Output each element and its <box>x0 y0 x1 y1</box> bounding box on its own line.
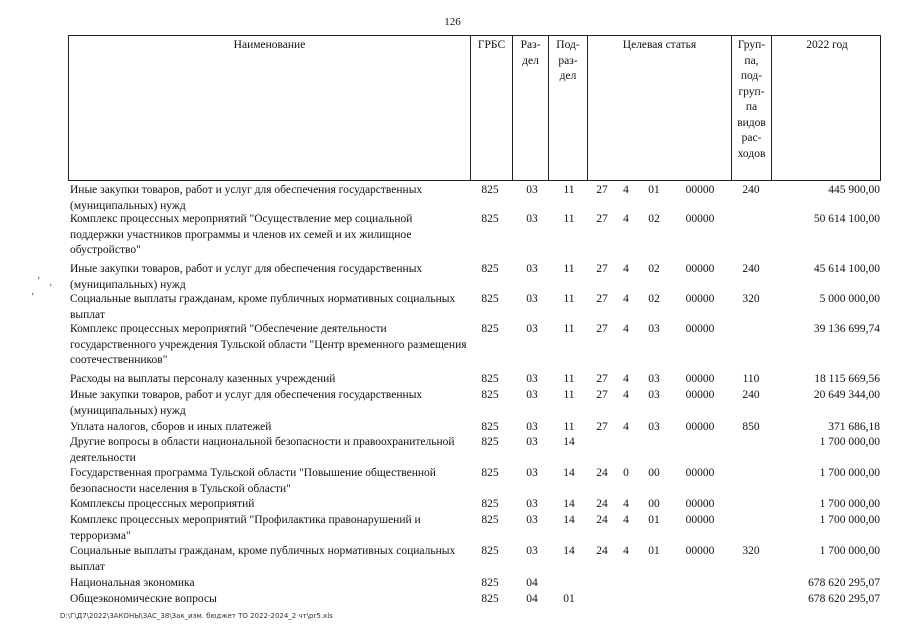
cell-cs4: 00000 <box>685 263 715 275</box>
cell-cs4: 00000 <box>685 184 715 196</box>
cell-group: 240 <box>742 184 760 196</box>
cell-grbs: 825 <box>481 514 499 526</box>
cell-group: 850 <box>742 421 760 433</box>
cell-cs1: 27 <box>596 293 608 305</box>
cell-podrazdel: 11 <box>563 421 575 433</box>
cell-razdel: 03 <box>526 545 538 557</box>
scan-mark: ‚ <box>31 286 35 297</box>
file-path-footer: D:\Г\Д7\2022\ЗАКОНЫ\ЗАС_38\Зак_изм. бюджет ТО 2022-2024_2 чт\pr5.xls <box>60 612 333 620</box>
cell-cs2: 4 <box>623 421 629 433</box>
cell-podrazdel: 14 <box>563 545 575 557</box>
header-name: Наименование <box>69 36 471 180</box>
cell-razdel: 03 <box>526 293 538 305</box>
cell-cs2: 4 <box>623 545 629 557</box>
cell-grbs: 825 <box>481 213 499 225</box>
cell-group: 240 <box>742 389 760 401</box>
cell-podrazdel: 11 <box>563 184 575 196</box>
cell-cs1: 27 <box>596 373 608 385</box>
cell-amount: 1 700 000,00 <box>819 498 880 510</box>
cell-razdel: 03 <box>526 498 538 510</box>
cell-cs1: 27 <box>596 263 608 275</box>
cell-grbs: 825 <box>481 545 499 557</box>
cell-grbs: 825 <box>481 263 499 275</box>
cell-cs3: 02 <box>648 293 660 305</box>
cell-cs1: 24 <box>596 467 608 479</box>
cell-cs2: 4 <box>623 389 629 401</box>
cell-podrazdel: 14 <box>563 436 575 448</box>
cell-name: Общеэкономические вопросы <box>70 593 217 605</box>
cell-razdel: 03 <box>526 213 538 225</box>
cell-cs3: 03 <box>648 323 660 335</box>
cell-name: Комплекс процессных мероприятий "Обеспечение деятельности государственного учреждения Тульской области "Центр временного размещения соотечественников" <box>70 323 467 366</box>
cell-grbs: 825 <box>481 498 499 510</box>
cell-razdel: 03 <box>526 436 538 448</box>
cell-cs3: 02 <box>648 263 660 275</box>
cell-cs1: 24 <box>596 498 608 510</box>
cell-cs4: 00000 <box>685 389 715 401</box>
cell-cs3: 03 <box>648 373 660 385</box>
cell-razdel: 03 <box>526 184 538 196</box>
cell-razdel: 03 <box>526 263 538 275</box>
cell-name: Социальные выплаты гражданам, кроме публичных нормативных социальных выплат <box>70 293 456 321</box>
cell-podrazdel: 01 <box>563 593 575 605</box>
cell-amount: 678 620 295,07 <box>808 577 880 589</box>
cell-grbs: 825 <box>481 421 499 433</box>
page-number: 126 <box>444 16 461 28</box>
cell-name: Комплекс процессных мероприятий "Осуществление мер социальной поддержки участников программы и членов их семей и их жилищное обустройство" <box>70 213 413 256</box>
cell-amount: 1 700 000,00 <box>819 467 880 479</box>
cell-name: Расходы на выплаты персоналу казенных учреждений <box>70 373 336 385</box>
cell-cs1: 27 <box>596 323 608 335</box>
cell-name: Комплекс процессных мероприятий "Профилактика правонарушений и терроризма" <box>70 514 421 542</box>
cell-cs2: 4 <box>623 323 629 335</box>
cell-name: Комплексы процессных мероприятий <box>70 498 255 510</box>
cell-cs4: 00000 <box>685 373 715 385</box>
cell-name: Иные закупки товаров, работ и услуг для обеспечения государственных (муниципальных) нужд <box>70 184 423 212</box>
cell-podrazdel: 11 <box>563 389 575 401</box>
cell-cs3: 00 <box>648 467 660 479</box>
cell-group: 320 <box>742 293 760 305</box>
cell-podrazdel: 14 <box>563 498 575 510</box>
header-target-article: Целевая статья <box>588 36 732 180</box>
table-header <box>68 35 881 181</box>
cell-cs2: 4 <box>623 293 629 305</box>
cell-podrazdel: 11 <box>563 263 575 275</box>
cell-cs3: 00 <box>648 498 660 510</box>
cell-name: Национальная экономика <box>70 577 195 589</box>
cell-razdel: 03 <box>526 323 538 335</box>
cell-podrazdel: 11 <box>563 373 575 385</box>
cell-cs4: 00000 <box>685 514 715 526</box>
cell-amount: 445 900,00 <box>828 184 880 196</box>
cell-amount: 50 614 100,00 <box>813 213 880 225</box>
cell-cs4: 00000 <box>685 498 715 510</box>
cell-podrazdel: 11 <box>563 213 575 225</box>
cell-amount: 678 620 295,07 <box>808 593 880 605</box>
cell-amount: 20 649 344,00 <box>813 389 880 401</box>
cell-razdel: 04 <box>526 577 538 589</box>
cell-cs3: 01 <box>648 545 660 557</box>
cell-cs2: 4 <box>623 498 629 510</box>
cell-cs4: 00000 <box>685 467 715 479</box>
header-podrazdel: Под- раз- дел <box>549 36 588 180</box>
cell-cs1: 27 <box>596 184 608 196</box>
cell-cs4: 00000 <box>685 293 715 305</box>
cell-amount: 1 700 000,00 <box>819 436 880 448</box>
cell-razdel: 04 <box>526 593 538 605</box>
cell-cs3: 03 <box>648 421 660 433</box>
cell-cs2: 4 <box>623 184 629 196</box>
cell-podrazdel: 14 <box>563 514 575 526</box>
cell-grbs: 825 <box>481 593 499 605</box>
cell-grbs: 825 <box>481 577 499 589</box>
cell-razdel: 03 <box>526 421 538 433</box>
cell-cs3: 02 <box>648 213 660 225</box>
cell-name: Государственная программа Тульской области "Повышение общественной безопасности населения в Тульской области" <box>70 467 436 495</box>
cell-cs2: 4 <box>623 213 629 225</box>
cell-razdel: 03 <box>526 467 538 479</box>
cell-name: Социальные выплаты гражданам, кроме публичных нормативных социальных выплат <box>70 545 456 573</box>
cell-cs3: 01 <box>648 184 660 196</box>
header-razdel: Раз- дел <box>513 36 549 180</box>
cell-cs2: 4 <box>623 373 629 385</box>
cell-amount: 1 700 000,00 <box>819 514 880 526</box>
cell-cs1: 24 <box>596 514 608 526</box>
header-grbs: ГРБС <box>471 36 513 180</box>
cell-grbs: 825 <box>481 293 499 305</box>
cell-group: 320 <box>742 545 760 557</box>
cell-grbs: 825 <box>481 389 499 401</box>
cell-amount: 1 700 000,00 <box>819 545 880 557</box>
cell-grbs: 825 <box>481 373 499 385</box>
cell-grbs: 825 <box>481 323 499 335</box>
cell-amount: 371 686,18 <box>828 421 880 433</box>
header-year: 2022 год <box>806 39 848 51</box>
header-group: Груп- па, под- груп- па видов рас- ходов <box>732 36 772 180</box>
cell-grbs: 825 <box>481 467 499 479</box>
cell-name: Иные закупки товаров, работ и услуг для обеспечения государственных (муниципальных) нужд <box>70 263 423 291</box>
cell-cs2: 4 <box>623 514 629 526</box>
cell-amount: 5 000 000,00 <box>819 293 880 305</box>
cell-group: 240 <box>742 263 760 275</box>
cell-amount: 39 136 699,74 <box>813 323 880 335</box>
cell-cs4: 00000 <box>685 421 715 433</box>
cell-podrazdel: 11 <box>563 293 575 305</box>
cell-cs2: 4 <box>623 263 629 275</box>
cell-razdel: 03 <box>526 389 538 401</box>
cell-group: 110 <box>742 373 760 385</box>
cell-name: Уплата налогов, сборов и иных платежей <box>70 421 272 433</box>
cell-cs1: 24 <box>596 545 608 557</box>
cell-podrazdel: 14 <box>563 467 575 479</box>
cell-cs3: 01 <box>648 514 660 526</box>
cell-razdel: 03 <box>526 514 538 526</box>
scan-mark: ’ <box>49 283 53 294</box>
cell-cs4: 00000 <box>685 213 715 225</box>
cell-cs2: 0 <box>623 467 629 479</box>
cell-cs4: 00000 <box>685 545 715 557</box>
cell-name: Другие вопросы в области национальной безопасности и правоохранительной деятельности <box>70 436 455 464</box>
cell-amount: 45 614 100,00 <box>813 263 880 275</box>
scan-mark: ’ <box>37 276 41 287</box>
cell-podrazdel: 11 <box>563 323 575 335</box>
cell-cs1: 27 <box>596 389 608 401</box>
cell-cs1: 27 <box>596 421 608 433</box>
cell-amount: 18 115 669,56 <box>814 373 880 385</box>
cell-grbs: 825 <box>481 436 499 448</box>
cell-cs4: 00000 <box>685 323 715 335</box>
cell-grbs: 825 <box>481 184 499 196</box>
cell-razdel: 03 <box>526 373 538 385</box>
cell-cs3: 03 <box>648 389 660 401</box>
cell-cs1: 27 <box>596 213 608 225</box>
cell-name: Иные закупки товаров, работ и услуг для обеспечения государственных (муниципальных) нужд <box>70 389 423 417</box>
